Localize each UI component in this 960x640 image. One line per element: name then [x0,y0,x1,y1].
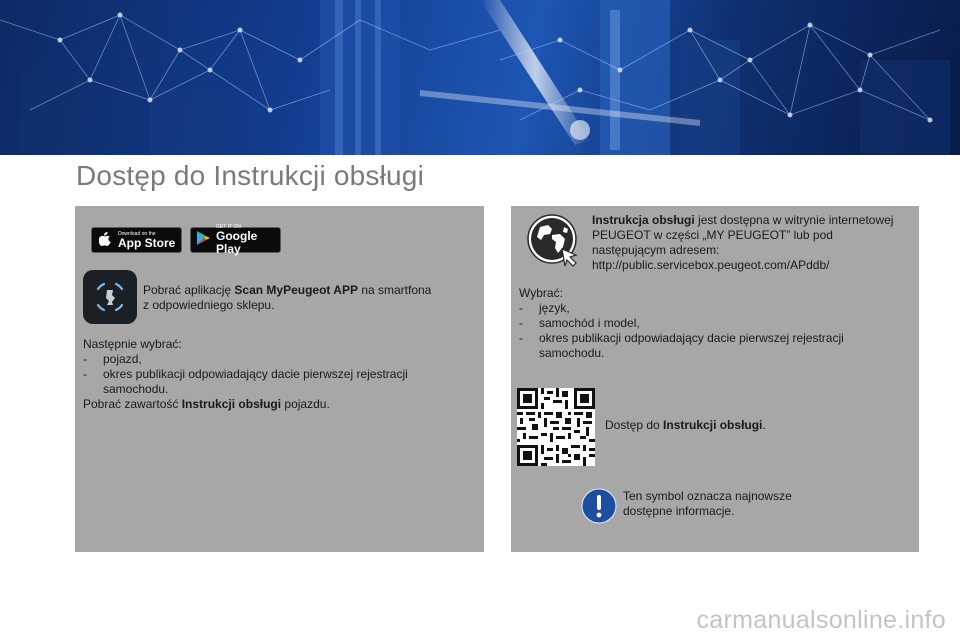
list-item: - pojazd, [83,352,142,366]
app-store-badge[interactable] [91,227,182,253]
exclamation-info-icon [581,488,617,524]
list-item: - język, [519,301,570,315]
app-name: Scan MyPeugeot APP [234,283,358,297]
app-store-small-text: Download on the [118,230,156,237]
servicebox-url[interactable]: http://public.servicebox.peugeot.com/APddb/ [592,258,830,272]
manual-name: Instrukcja obsługi [592,213,695,227]
list-item: - samochód i model, [519,316,640,330]
scan-mypeugeot-app-icon [83,270,137,324]
apple-icon [96,232,114,249]
info-symbol-text: Ten symbol oznacza najnowsze dostępne informacje. [623,489,792,518]
network-city-illustration [0,0,960,155]
google-play-small-text: GET IT ON [216,224,241,230]
google-play-big-text: Google Play [216,229,258,256]
list-item: - okres publikacji odpowiadający dacie pierwszej rejestracji [519,331,844,345]
header-banner [0,0,960,155]
app-store-big-text: App Store [118,235,176,250]
manual-name: Instrukcji obsługi [663,418,763,432]
qr-code[interactable] [517,388,595,466]
web-availability-text: Instrukcja obsługi jest dostępna w witrynie internetowej PEUGEOT w części „MY PEUGEOT” lub pod następującym adresem: http://public.servicebox.peugeot.com/APddb/ [592,213,912,273]
page-title: Dostęp do Instrukcji obsługi [76,160,424,191]
watermark: carmanualsonline.info [696,606,946,634]
app-download-text: Pobrać aplikację Scan MyPeugeot APP na smartfona z odpowiedniego sklepu. [143,283,432,312]
google-play-badge[interactable] [190,224,281,256]
right-select-instructions: Wybrać: - język, - samochód i model, - okres publikacji odpowiadający dacie pierwszej rejestracji samochodu. [519,286,914,361]
list-item: - okres publikacji odpowiadający dacie pierwszej rejestracji [83,367,408,381]
globe-cursor-icon [526,213,584,271]
manual-name: Instrukcji obsługi [181,397,282,411]
qr-access-text: Dostęp do Instrukcji obsługi. [605,418,766,432]
google-play-icon [197,231,210,250]
left-select-instructions: Następnie wybrać: - pojazd, - okres publikacji odpowiadający dacie pierwszej rejestracji samochodu. Pobrać zawartość Instrukcji obsługi pojazdu. [83,337,473,412]
